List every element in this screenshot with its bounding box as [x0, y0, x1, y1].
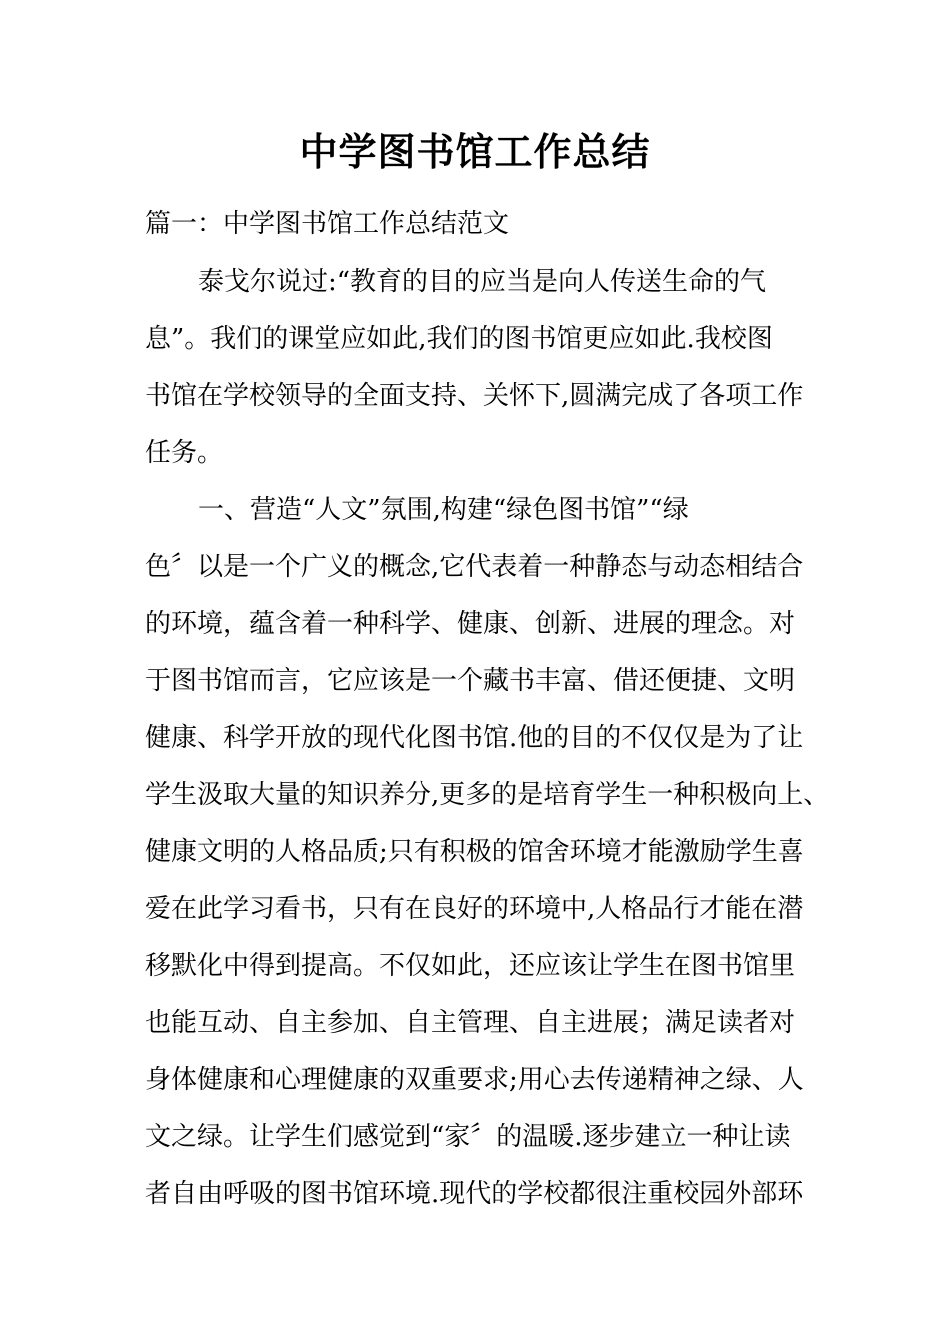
paragraph-line-6: 色〞以是一个广义的概念,它代表着一种静态与动态相结合: [145, 552, 804, 582]
paragraph-line-7: 的环境，蕴含着一种科学、健康、创新、进展的理念。对: [145, 609, 796, 639]
paragraph-line-2: 息”。我们的课堂应如此,我们的图书馆更应如此.我校图: [145, 324, 773, 354]
section-heading: 篇一：中学图书馆工作总结范文: [145, 209, 510, 239]
document-title: 中学图书馆工作总结: [299, 130, 651, 174]
paragraph-line-14: 也能互动、自主参加、自主管理、自主进展；满足读者对: [145, 1008, 796, 1038]
paragraph-line-1: 泰戈尔说过:“教育的目的应当是向人传送生命的气: [198, 267, 767, 297]
paragraph-line-5: 一、营造“人文”氛围,构建“绿色图书馆”“绿: [198, 495, 689, 525]
paragraph-line-12: 爱在此学习看书，只有在良好的环境中,人格品行才能在潜: [145, 894, 804, 924]
paragraph-line-13: 移默化中得到提高。不仅如此，还应该让学生在图书馆里: [145, 951, 796, 981]
paragraph-line-16: 文之绿。让学生们感觉到“家〞的温暖.逐步建立一种让读: [145, 1122, 791, 1152]
paragraph-line-3: 书馆在学校领导的全面支持、关怀下,圆满完成了各项工作: [145, 381, 804, 411]
paragraph-line-10: 学生汲取大量的知识养分,更多的是培育学生一种积极向上、: [145, 780, 830, 810]
paragraph-line-4: 任务。: [145, 438, 224, 468]
paragraph-line-17: 者自由呼吸的图书馆环境.现代的学校都很注重校园外部环: [145, 1179, 804, 1209]
paragraph-line-11: 健康文明的人格品质;只有积极的馆舍环境才能激励学生喜: [145, 837, 804, 867]
paragraph-line-15: 身体健康和心理健康的双重要求;用心去传递精神之绿、人: [145, 1065, 804, 1095]
paragraph-line-9: 健康、科学开放的现代化图书馆.他的目的不仅仅是为了让: [145, 723, 804, 753]
paragraph-line-8: 于图书馆而言，它应该是一个藏书丰富、借还便捷、文明: [145, 666, 796, 696]
